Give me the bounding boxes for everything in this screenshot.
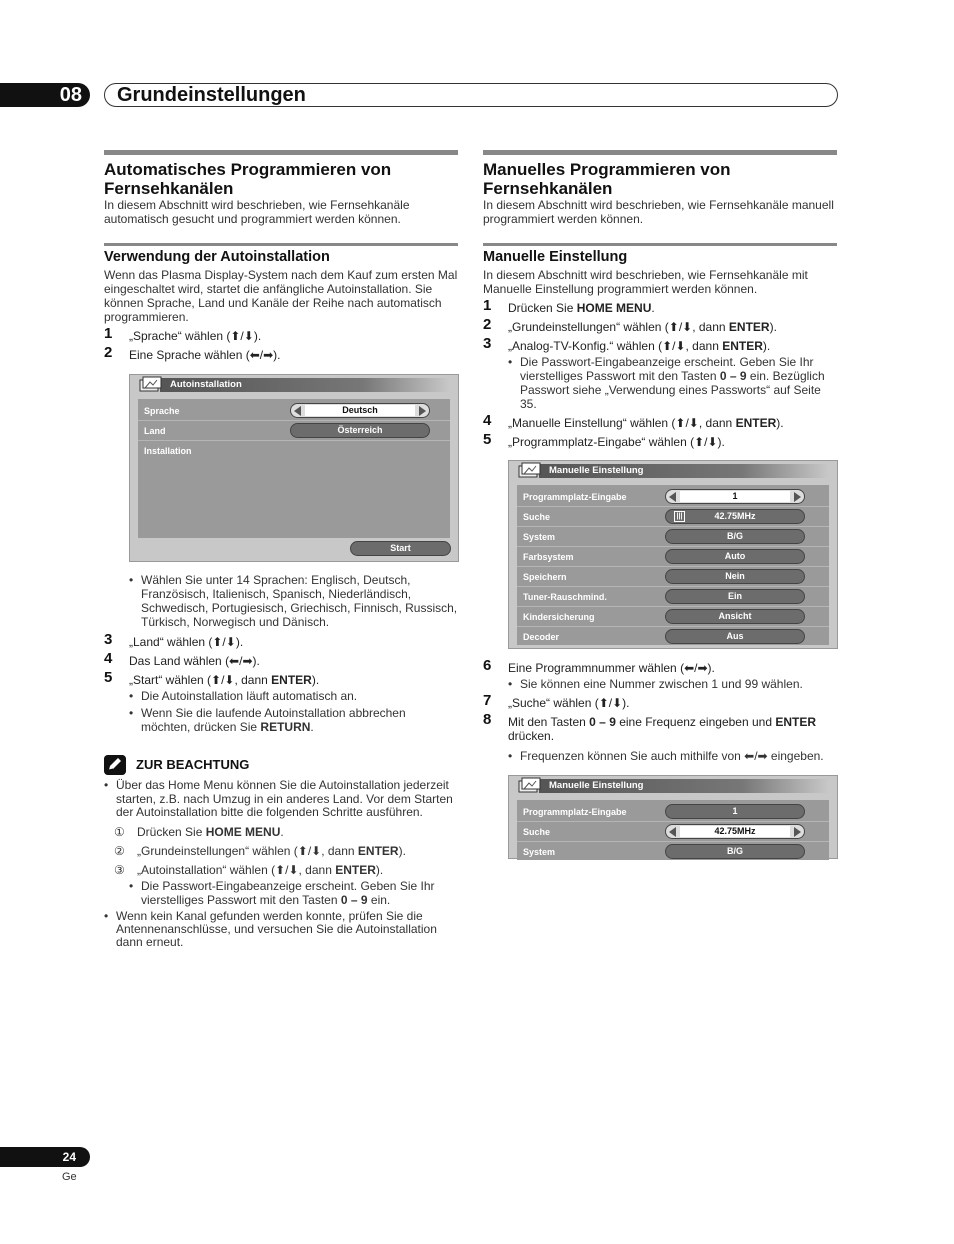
- note-bullet: • Wenn kein Kanal gefunden werden konnte, prüfen Sie die Antennenanschlüsse, und versuchen Sie die Autoinstallation dann erneut.: [104, 910, 458, 949]
- bullet-text-end: ein. Bezüglich Passwort siehe „Verwendung eines Passworts“ auf Seite 35.: [520, 369, 825, 411]
- bullet-text: Wenn Sie die laufende Autoinstallation abbrechen möchten, drücken Sie: [141, 706, 406, 734]
- left-column: [104, 150, 458, 949]
- manual-setup-screen: [508, 460, 838, 649]
- programmplatz-value[interactable]: 1: [665, 804, 805, 819]
- section-rule: [483, 150, 837, 155]
- osd-title: Manuelle Einstellung: [549, 780, 644, 791]
- page-number: 24: [0, 1147, 90, 1167]
- section-heading: Manuelles Programmieren von Fernsehkanälen: [483, 160, 731, 198]
- step-text-end: .: [651, 301, 655, 315]
- osd-titlebar: [130, 375, 458, 393]
- arrow-right-icon[interactable]: [794, 827, 801, 837]
- step-number: 3: [104, 631, 113, 648]
- page-language: Ge: [62, 1171, 77, 1183]
- note-step: [104, 863, 458, 877]
- note-step-text: „Autoinstallation“ wählen (⬆/⬇, dann: [137, 862, 336, 877]
- osd-row-value: Deutsch: [305, 405, 415, 416]
- note-step: [104, 844, 458, 858]
- key-label: HOME MENU: [576, 301, 652, 315]
- subsection-heading: Manuelle Einstellung: [483, 249, 628, 265]
- system-value[interactable]: B/G: [665, 529, 805, 544]
- manual-setup-screen-partial: [508, 775, 838, 859]
- key-label: 0 – 9: [719, 369, 747, 383]
- step8-bullet: • Frequenzen können Sie auch mithilfe von ⬅/➡ eingeben.: [508, 749, 837, 763]
- osd-row-label: Kindersicherung: [523, 612, 595, 622]
- farbsystem-value[interactable]: Auto: [665, 549, 805, 564]
- osd-row-installation[interactable]: [138, 441, 450, 461]
- osd-titlebar: [509, 461, 837, 479]
- step-text: „Programmplatz-Eingabe“ wählen (⬆/⬇).: [508, 435, 725, 449]
- subsection-heading: Verwendung der Autoinstallation: [104, 249, 330, 265]
- osd-row-programmplatz[interactable]: [517, 802, 829, 822]
- chapter-title-box: [104, 83, 838, 107]
- key-label: RETURN: [260, 720, 311, 734]
- step-number: 6: [483, 657, 492, 674]
- note-step-end: .: [280, 824, 284, 839]
- step-text: „Start“ wählen (⬆/⬇, dann: [129, 673, 272, 687]
- osd-row-kindersicherung[interactable]: [517, 607, 829, 627]
- step-text: „Suche“ wählen (⬆/⬇).: [508, 696, 630, 710]
- note-sub-bullet: [129, 879, 458, 907]
- osd-row-tuner[interactable]: [517, 587, 829, 607]
- step-number: 7: [483, 692, 492, 709]
- step-text: Mit den Tasten: [508, 715, 590, 729]
- note-step-end: ).: [398, 843, 406, 858]
- decoder-value[interactable]: Aus: [665, 629, 805, 644]
- subsection-paragraph: In diesem Abschnitt wird beschrieben, wie Fernsehkanäle mit Manuelle Einstellung programmiert werden können.: [483, 268, 808, 296]
- step-number: 5: [483, 431, 492, 448]
- right-column: [483, 150, 837, 859]
- tv-icon: [138, 376, 164, 394]
- step-text: Eine Sprache wählen (⬅/➡).: [129, 348, 281, 362]
- osd-row-label: Programmplatz-Eingabe: [523, 492, 627, 502]
- osd-row-label: Suche: [523, 827, 551, 837]
- note-step: [104, 825, 458, 839]
- step-text-mid: eine Frequenz eingeben und: [615, 715, 776, 729]
- suche-selector[interactable]: [665, 824, 805, 839]
- step-number: 4: [483, 412, 492, 429]
- osd-row-suche[interactable]: [517, 822, 829, 842]
- osd-row-label: Tuner-Rauschmind.: [523, 592, 607, 602]
- autoinstallation-screen: [129, 374, 459, 562]
- step-text: „Sprache“ wählen (⬆/⬇).: [129, 329, 262, 343]
- osd-row-suche[interactable]: [517, 507, 829, 527]
- subsection-rule: [483, 243, 837, 246]
- step-number: 8: [483, 711, 492, 728]
- frequency-icon: |||: [674, 511, 685, 522]
- chapter-title: Grundeinstellungen: [117, 84, 306, 106]
- osd-row-label: Decoder: [523, 632, 560, 642]
- step-text: Eine Programmnummer wählen (⬅/➡).: [508, 661, 715, 675]
- step-3: [483, 335, 837, 353]
- osd-row-land[interactable]: [138, 421, 450, 441]
- step-text: Das Land wählen (⬅/➡).: [129, 654, 260, 668]
- arrow-right-icon[interactable]: [419, 406, 426, 416]
- sprache-selector[interactable]: [290, 403, 430, 418]
- osd-title: Autoinstallation: [170, 379, 242, 390]
- chapter-number: 08: [0, 83, 90, 107]
- key-label: HOME MENU: [205, 824, 281, 839]
- arrow-left-icon[interactable]: [669, 827, 676, 837]
- bullet-text-end: .: [310, 720, 314, 734]
- step-text: Drücken Sie: [508, 301, 577, 315]
- key-label: ENTER: [722, 339, 763, 353]
- note-step-end: ).: [375, 862, 384, 877]
- step5-bullet: [129, 706, 458, 734]
- tv-icon: [517, 462, 543, 480]
- system-value[interactable]: B/G: [665, 844, 805, 859]
- osd-row-label: System: [523, 847, 556, 857]
- kindersicherung-value[interactable]: Ansicht: [665, 609, 805, 624]
- bullet-text-end: ein.: [367, 892, 391, 907]
- osd-row-programmplatz[interactable]: [517, 487, 829, 507]
- step-number: 4: [104, 650, 113, 667]
- note-header: [104, 755, 458, 775]
- osd-row-value: 42.75MHz: [680, 826, 790, 837]
- osd-row-speichern[interactable]: [517, 567, 829, 587]
- osd-row-label: Farbsystem: [523, 552, 574, 562]
- key-label: 0 – 9: [340, 892, 368, 907]
- bullet-text: Die Passwort-Eingabeanzeige erscheint. Geben Sie Ihr vierstelliges Passwort mit den Tasten: [141, 878, 435, 907]
- step5-bullet: [129, 689, 458, 703]
- note-step-text: Drücken Sie: [137, 824, 206, 839]
- start-button[interactable]: Start: [350, 541, 451, 556]
- osd-row-value: 1: [680, 491, 790, 502]
- key-label: ENTER: [357, 843, 399, 858]
- osd-row-label: System: [523, 532, 556, 542]
- section-intro: In diesem Abschnitt wird beschrieben, wie Fernsehkanäle manuell programmiert werden können.: [483, 198, 834, 226]
- step-4: [104, 650, 458, 668]
- osd-row-system[interactable]: [517, 527, 829, 547]
- key-label: ENTER: [271, 673, 312, 687]
- step-number: 2: [483, 316, 492, 333]
- step-4: [483, 412, 837, 430]
- key-label: ENTER: [775, 715, 817, 729]
- osd-body: [517, 485, 829, 645]
- bullet-text: Die Passwort-Eingabeanzeige erscheint. Geben Sie Ihr vierstelliges Passwort mit den Tasten: [520, 355, 814, 383]
- step-number: 1: [104, 325, 113, 342]
- arrow-left-icon[interactable]: [294, 406, 301, 416]
- step-text: „Grundeinstellungen“ wählen (⬆/⬇, dann: [508, 320, 729, 334]
- osd-row-farbsystem[interactable]: [517, 547, 829, 567]
- note-bullet: • Über das Home Menu können Sie die Autoinstallation jederzeit starten, z.B. nach Umzug in ein anderes Land. Vor dem Starten der Autoinstallation bitte die folgenden Schritte ausführen.: [104, 779, 458, 820]
- circled-number: ③: [114, 862, 125, 877]
- land-value[interactable]: Österreich: [290, 423, 430, 438]
- osd-row-label: Land: [144, 426, 166, 436]
- subsection-rule: [104, 243, 458, 246]
- osd-row-decoder[interactable]: [517, 627, 829, 647]
- circled-number: ②: [114, 843, 125, 858]
- osd-row-sprache[interactable]: [138, 401, 450, 421]
- osd-row-label: Installation: [144, 446, 192, 456]
- step-1: [104, 325, 458, 343]
- subsection-paragraph: Wenn das Plasma Display-System nach dem Kauf zum ersten Mal eingeschaltet wird, startet die anfängliche Autoinstallation. Sie können Sprache, Land und Kanäle der Reihe nach automatisch programmieren.: [104, 268, 458, 324]
- key-label: ENTER: [335, 862, 376, 877]
- step6-bullet: • Sie können eine Nummer zwischen 1 und 99 wählen.: [508, 677, 837, 691]
- circled-number: ①: [114, 824, 125, 839]
- step-6: [483, 657, 837, 675]
- step-number: 2: [104, 344, 113, 361]
- programmplatz-selector[interactable]: [665, 489, 805, 504]
- step-3: [104, 631, 458, 649]
- step-7: [483, 692, 837, 710]
- osd-row-label: Sprache: [144, 406, 180, 416]
- note-pencil-icon: [104, 755, 126, 775]
- step-1: [483, 297, 837, 315]
- section-intro: In diesem Abschnitt wird beschrieben, wie Fernsehkanäle automatisch gesucht und programmiert werden können.: [104, 198, 410, 226]
- key-label: ENTER: [735, 416, 777, 430]
- key-label: ENTER: [728, 320, 770, 334]
- note-label: ZUR BEACHTUNG: [136, 757, 250, 772]
- languages-note: • Wählen Sie unter 14 Sprachen: Englisch, Deutsch, Französisch, Italienisch, Spanisch, Niederländisch, Schwedisch, Portugiesisch, Griechisch, Finnisch, Russisch, Türkisch, Norwegisch und Dänisch.: [129, 573, 458, 629]
- step-8: [483, 711, 837, 743]
- step-text: „Land“ wählen (⬆/⬇).: [129, 635, 244, 649]
- osd-title: Manuelle Einstellung: [549, 465, 644, 476]
- section-heading: Automatisches Programmieren von Fernsehkanälen: [104, 160, 392, 198]
- step-text-end: drücken.: [508, 729, 555, 743]
- step-number: 5: [104, 669, 113, 686]
- step-5: [483, 431, 837, 449]
- osd-body: [138, 399, 450, 538]
- bullet-text: Die Autoinstallation läuft automatisch an.: [141, 689, 358, 703]
- tv-icon: [517, 777, 543, 795]
- osd-titlebar: [509, 776, 837, 794]
- osd-body: [517, 800, 829, 860]
- step-number: 3: [483, 335, 492, 352]
- step-text: „Manuelle Einstellung“ wählen (⬆/⬇, dann: [508, 416, 736, 430]
- note-step-text: „Grundeinstellungen“ wählen (⬆/⬇, dann: [137, 843, 358, 858]
- step-5: [104, 669, 458, 687]
- speichern-value[interactable]: Nein: [665, 569, 805, 584]
- step-text-end: ).: [776, 416, 784, 430]
- step-text-end: ).: [762, 339, 771, 353]
- step-number: 1: [483, 297, 492, 314]
- step-text: „Analog-TV-Konfig.“ wählen (⬆/⬇, dann: [508, 339, 723, 353]
- step-2: [104, 344, 458, 362]
- osd-row-system[interactable]: [517, 842, 829, 862]
- step-2: [483, 316, 837, 334]
- step3-bullet: [508, 355, 837, 411]
- suche-value[interactable]: [665, 509, 805, 524]
- osd-row-value: 42.75MHz: [714, 511, 756, 521]
- osd-row-label: Speichern: [523, 572, 567, 582]
- osd-row-label: Suche: [523, 512, 551, 522]
- arrow-left-icon[interactable]: [669, 492, 676, 502]
- step-text-end: ).: [769, 320, 777, 334]
- tuner-value[interactable]: Ein: [665, 589, 805, 604]
- section-rule: [104, 150, 458, 155]
- step-text-end: ).: [311, 673, 320, 687]
- arrow-right-icon[interactable]: [794, 492, 801, 502]
- key-label: 0 – 9: [589, 715, 616, 729]
- osd-row-label: Programmplatz-Eingabe: [523, 807, 627, 817]
